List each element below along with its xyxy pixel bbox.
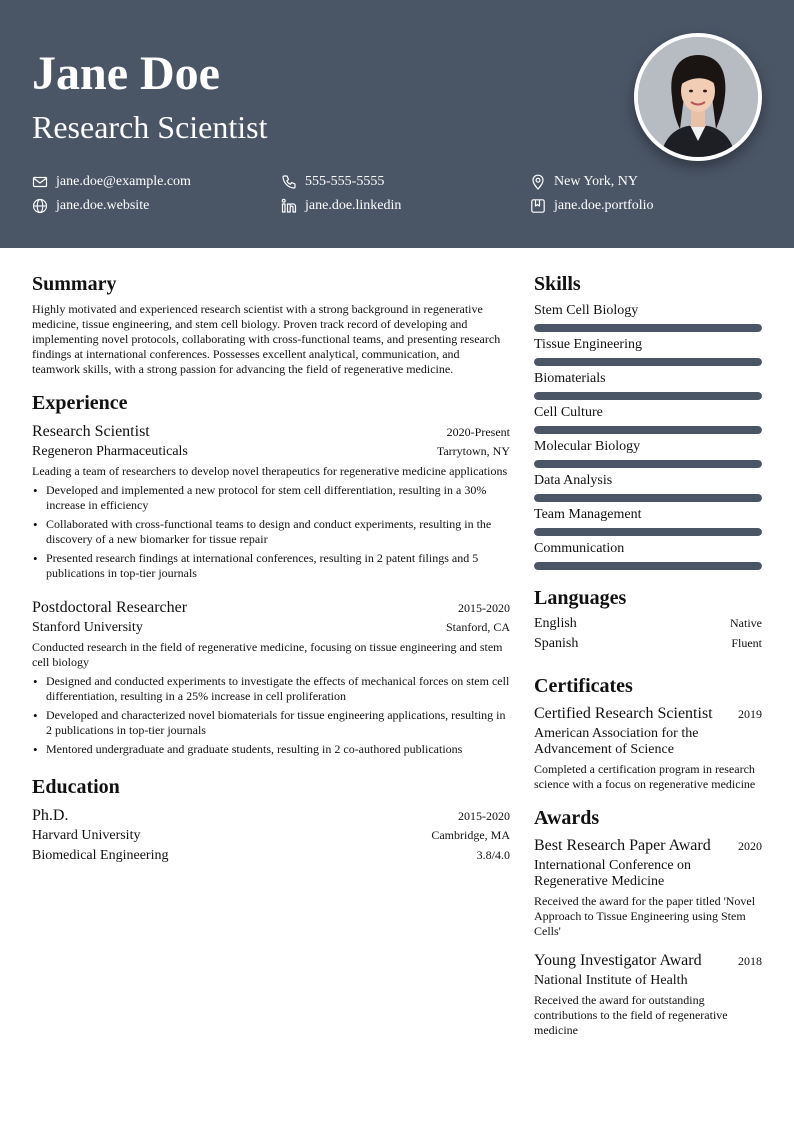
certificates-section (534, 674, 762, 792)
achievement-item: • Designed and conducted experiments to investigate the effects of mechanical forces on stem cell differentiation, resulting in a 25% increase in cell proliferation (32, 674, 510, 704)
job-achievements (32, 674, 510, 757)
certificate-description: Completed a certification program in research science with a focus on regenerative medicine (534, 762, 756, 791)
awards-heading: Awards (534, 807, 600, 829)
education-school: Harvard University (32, 828, 141, 843)
certificate-issuer: American Association for the Advancement of Science (534, 726, 699, 757)
summary-heading: Summary (32, 273, 117, 295)
job-role: Research Scientist (32, 423, 150, 440)
awards-section (534, 806, 762, 1038)
summary-section (32, 272, 510, 377)
skill-item (534, 438, 762, 468)
achievement-item: • Developed and implemented a new protocol for stem cell differentiation, resulting in a 30% increase in efficiency (32, 483, 510, 513)
certificates-heading: Certificates (534, 675, 633, 697)
award-issuer: National Institute of Health (534, 973, 688, 988)
award-description: Received the award for outstanding contributions to the field of regenerative medicine (534, 993, 728, 1037)
award-year: 2018 (738, 954, 762, 968)
languages-section (534, 586, 762, 656)
skill-bar (534, 460, 762, 468)
education-field: Biomedical Engineering (32, 848, 169, 863)
skill-bar-fill (534, 358, 762, 366)
skill-bar (534, 358, 762, 366)
education-dates: 2015-2020 (458, 809, 510, 823)
award-title: Young Investigator Award (534, 952, 702, 969)
skill-name: Communication (534, 541, 625, 556)
resume-header (0, 0, 794, 248)
award-item (534, 836, 762, 939)
award-item (534, 951, 762, 1038)
job-role: Postdoctoral Researcher (32, 599, 188, 616)
contact-list (32, 172, 772, 216)
skill-bar (534, 324, 762, 332)
contact-location (530, 172, 772, 192)
contact-portfolio[interactable] (530, 196, 772, 216)
job-organization: Stanford University (32, 620, 143, 635)
education-gpa: 3.8/4.0 (476, 848, 510, 862)
achievement-item: • Developed and characterized novel biomaterials for tissue engineering applications, resulting in 2 publications in top-tier journals (32, 708, 510, 738)
sidebar-column (534, 272, 762, 1038)
skill-bar-fill (534, 460, 762, 468)
job-dates: 2020-Present (446, 425, 510, 439)
skill-bar-fill (534, 528, 762, 536)
skills-section (534, 272, 762, 570)
achievement-item: • Collaborated with cross-functional teams to design and conduct experiments, resulting in the discovery of a new biomarker for tissue repair (32, 517, 510, 547)
language-level: Native (730, 616, 762, 630)
contact-website-text: jane.doe.website (56, 198, 150, 213)
contact-email[interactable] (32, 172, 281, 192)
achievement-item: • Presented research findings at international conferences, resulting in 2 patent filings and 5 publications in top-tier journals (32, 551, 510, 581)
language-name: English (534, 616, 577, 631)
skill-name: Cell Culture (534, 405, 603, 420)
achievement-item: • Mentored undergraduate and graduate students, resulting in 2 co-authored publications (32, 742, 510, 757)
contact-location-text: New York, NY (554, 174, 639, 189)
skill-item (534, 370, 762, 400)
language-level: Fluent (731, 636, 762, 650)
language-item (534, 616, 762, 636)
job-description: Conducted research in the field of regenerative medicine, focusing on tissue engineering and stem cell biology (32, 640, 503, 669)
location-icon (530, 174, 546, 190)
job-description: Leading a team of researchers to develop novel therapeutics for regenerative medicine applications (32, 464, 508, 478)
skill-item (534, 540, 762, 570)
skill-bar-fill (534, 494, 762, 502)
contact-linkedin[interactable] (281, 196, 530, 216)
award-issuer: International Conference on Regenerative Medicine (534, 858, 692, 889)
portrait-illustration (638, 37, 758, 157)
portfolio-icon (530, 198, 546, 214)
mail-icon (32, 174, 48, 190)
candidate-title: Research Scientist (32, 109, 268, 145)
skill-bar-fill (534, 426, 762, 434)
experience-entry (32, 597, 510, 757)
skill-item (534, 506, 762, 536)
job-achievements (32, 483, 510, 581)
profile-photo (634, 33, 762, 161)
contact-phone[interactable] (281, 172, 530, 192)
contact-phone-text: 555-555-5555 (305, 174, 385, 189)
skill-item (534, 404, 762, 434)
skill-bar (534, 562, 762, 570)
skill-bar (534, 426, 762, 434)
globe-icon (32, 198, 48, 214)
skill-name: Tissue Engineering (534, 337, 642, 352)
skill-item (534, 302, 762, 332)
skill-bar-fill (534, 324, 762, 332)
skill-bar-fill (534, 562, 762, 570)
experience-heading: Experience (32, 392, 128, 414)
skill-item (534, 336, 762, 366)
award-title: Best Research Paper Award (534, 837, 711, 854)
skill-bar (534, 528, 762, 536)
skill-bar (534, 494, 762, 502)
linkedin-icon (281, 198, 297, 214)
award-description: Received the award for the paper titled 'Novel Approach to Tissue Engineering using Stem Cells' (534, 894, 756, 938)
skill-name: Team Management (534, 507, 642, 522)
main-column (32, 272, 510, 866)
contact-website[interactable] (32, 196, 281, 216)
skill-item (534, 472, 762, 502)
job-organization: Regeneron Pharmaceuticals (32, 444, 188, 459)
languages-heading: Languages (534, 587, 627, 609)
job-dates: 2015-2020 (458, 601, 510, 615)
award-year: 2020 (738, 839, 762, 853)
contact-portfolio-text: jane.doe.portfolio (554, 198, 654, 213)
skills-heading: Skills (534, 273, 581, 295)
skill-name: Stem Cell Biology (534, 303, 639, 318)
candidate-name: Jane Doe (32, 47, 220, 100)
certificate-year: 2019 (738, 707, 762, 721)
language-item (534, 636, 762, 656)
contact-email-text: jane.doe@example.com (56, 174, 191, 189)
job-location: Stanford, CA (446, 620, 510, 634)
skill-name: Molecular Biology (534, 439, 641, 454)
skill-bar (534, 392, 762, 400)
experience-section (32, 391, 510, 757)
language-name: Spanish (534, 636, 579, 651)
education-degree: Ph.D. (32, 807, 69, 824)
skill-bar-fill (534, 392, 762, 400)
experience-entry (32, 421, 510, 581)
job-location: Tarrytown, NY (436, 444, 510, 458)
certificate-title: Certified Research Scientist (534, 705, 713, 722)
certificate-item (534, 704, 762, 792)
contact-linkedin-text: jane.doe.linkedin (305, 198, 402, 213)
education-location: Cambridge, MA (431, 828, 510, 842)
skill-name: Data Analysis (534, 473, 613, 488)
skill-name: Biomaterials (534, 371, 606, 386)
education-section (32, 775, 510, 866)
education-heading: Education (32, 776, 120, 798)
summary-text: Highly motivated and experienced research scientist with a strong background in regenerative medicine, tissue engineering, and stem cell biology. Proven track record of developing and implementing novel protocols, collaborating with cross-functional teams, and presenting research findings at international conferences. Possesses excellent analytical, communication, and teamwork skills, with a strong passion for advancing the field of regenerative medicine. (32, 302, 501, 376)
phone-icon (281, 174, 297, 190)
